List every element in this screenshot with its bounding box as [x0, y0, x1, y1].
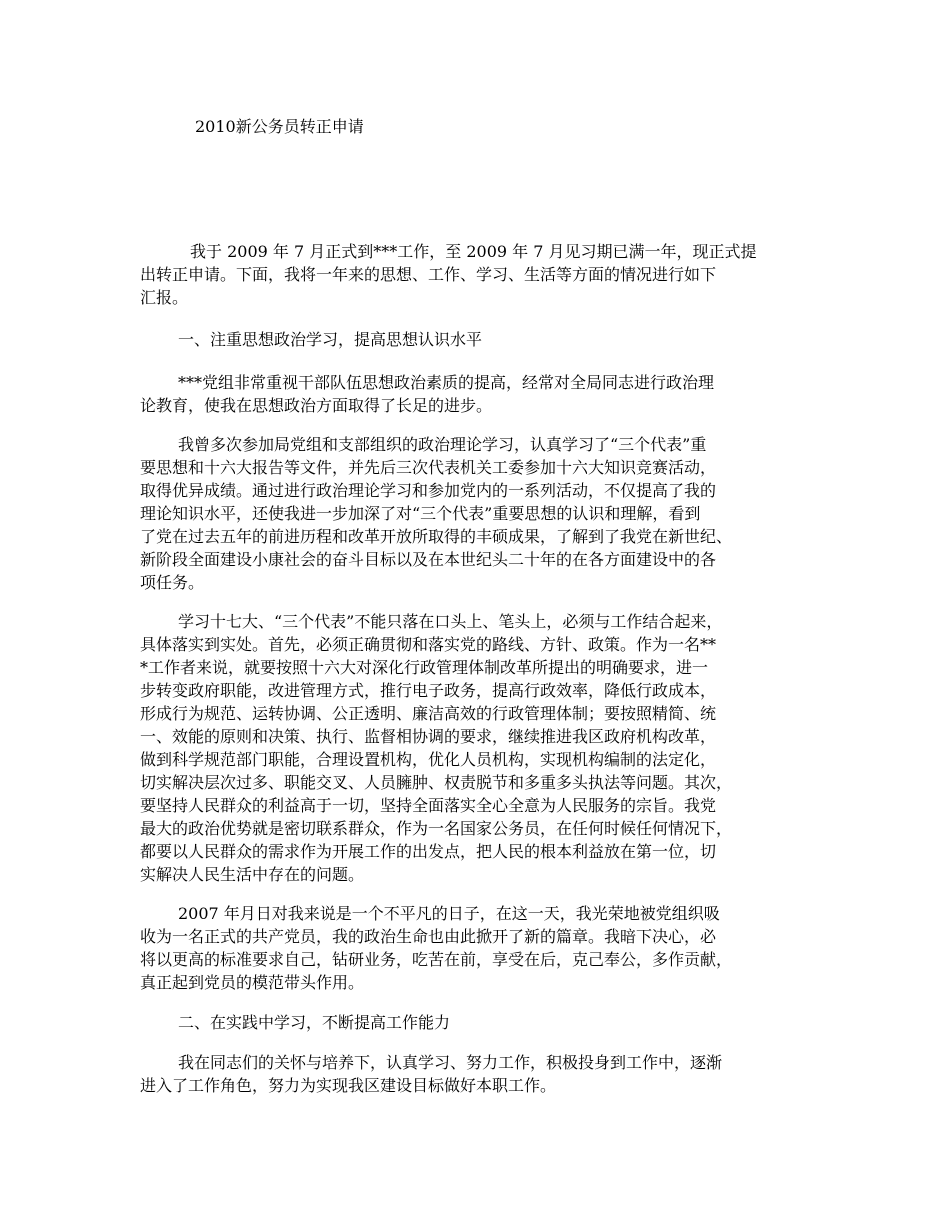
paragraph-line: 要思想和十六大报告等文件，并先后三次代表机关工委参加十六大知识竞赛活动， — [140, 458, 717, 477]
paragraph-line: 论教育，使我在思想政治方面取得了长足的进步。 — [140, 396, 493, 415]
paragraph-line: 学习十七大、“三个代表”不能只落在口头上、笔头上，必须与工作结合起来， — [178, 612, 723, 631]
paragraph-line: ***党组非常重视干部队伍思想政治素质的提高，经常对全局同志进行政治理 — [178, 373, 715, 392]
paragraph-line: 了党在过去五年的前进历程和改革开放所取得的丰硕成果，了解到了我党在新世纪、 — [140, 527, 733, 546]
paragraph-line: 我曾多次参加局党组和支部组织的政治理论学习，认真学习了“三个代表”重 — [178, 435, 707, 454]
paragraph-line: 切实解决层次过多、职能交叉、人员臃肿、权责脱节和多重多头执法等问题。其次， — [140, 773, 733, 792]
paragraph-line: 我在同志们的关怀与培养下，认真学习、努力工作，积极投身到工作中，逐渐 — [178, 1053, 723, 1072]
paragraph-line: 具体落实到实处。首先，必须正确贯彻和落实党的路线、方针、政策。作为一名** — [140, 635, 717, 654]
paragraph-line: 理论知识水平，还使我进一步加深了对“三个代表”重要思想的认识和理解，看到 — [140, 504, 701, 523]
paragraph-line: 收为一名正式的共产党员，我的政治生命也由此掀开了新的篇章。我暗下决心，必 — [140, 927, 717, 946]
paragraph-line: 进入了工作角色，努力为实现我区建设目标做好本职工作。 — [140, 1076, 557, 1095]
paragraph-line: 都要以人民群众的需求作为开展工作的出发点，把人民的根本利益放在第一位，切 — [140, 842, 717, 861]
paragraph-line: 我于 2009 年 7 月正式到***工作，至 2009 年 7 月见习期已满一年，现正式提 — [190, 242, 757, 261]
section-heading: 一、注重思想政治学习，提高思想认识水平 — [178, 330, 483, 349]
paragraph-line: 实解决人民生活中存在的问题。 — [140, 865, 365, 884]
paragraph-line: 要坚持人民群众的利益高于一切，坚持全面落实全心全意为人民服务的宗旨。我党 — [140, 796, 717, 815]
paragraph-line: 新阶段全面建设小康社会的奋斗目标以及在本世纪头二十年的在各方面建设中的各 — [140, 550, 717, 569]
paragraph-line: 真正起到党员的模范带头作用。 — [140, 973, 365, 992]
paragraph-line: 最大的政治优势就是密切联系群众，作为一名国家公务员，在任何时候任何情况下， — [140, 819, 733, 838]
paragraph-line: *工作者来说，就要按照十六大对深化行政管理体制改革所提出的明确要求，进一 — [140, 658, 709, 677]
paragraph-line: 将以更高的标准要求自己，钻研业务，吃苦在前，享受在后，克己奉公，多作贡献， — [140, 950, 733, 969]
paragraph-line: 做到科学规范部门职能，合理设置机构，优化人员机构，实现机构编制的法定化， — [140, 750, 717, 769]
document-title: 2010新公务员转正申请 — [195, 117, 364, 136]
paragraph-line: 形成行为规范、运转协调、公正透明、廉洁高效的行政管理体制；要按照精简、统 — [140, 704, 717, 723]
paragraph-line: 项任务。 — [140, 573, 205, 592]
paragraph-line: 一、效能的原则和决策、执行、监督相协调的要求，继续推进我区政府机构改革， — [140, 727, 717, 746]
paragraph-line: 出转正申请。下面，我将一年来的思想、工作、学习、生活等方面的情况进行如下 — [140, 265, 717, 284]
paragraph-line: 汇报。 — [140, 288, 189, 307]
section-heading: 二、在实践中学习，不断提高工作能力 — [178, 1013, 451, 1032]
paragraph-line: 2007 年月日对我来说是一个不平凡的日子，在这一天，我光荣地被党组织吸 — [178, 904, 720, 923]
paragraph-line: 取得优异成绩。通过进行政治理论学习和参加党内的一系列活动，不仅提高了我的 — [140, 481, 717, 500]
paragraph-line: 步转变政府职能，改进管理方式，推行电子政务，提高行政效率，降低行政成本， — [140, 681, 717, 700]
